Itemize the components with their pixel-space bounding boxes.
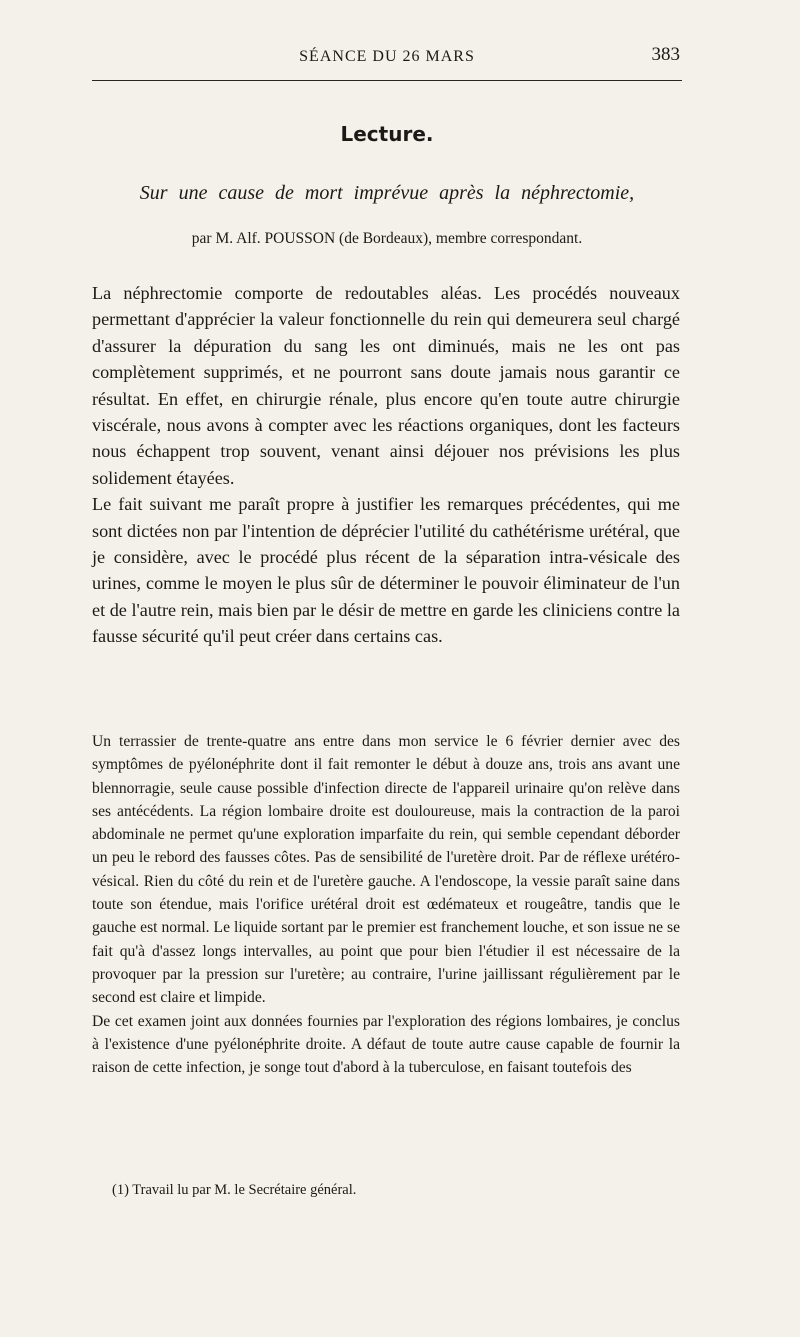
- paragraph: La néphrectomie comporte de redoutables aléas. Les procédés nouveaux permettant d'apprécier la valeur fonctionnelle du rein qui demeurera seul chargé d'assurer la dépuration du sang les ont diminués, mais ne les ont pas complètement supprimés, et ne pourront sans doute jamais nous garantir ce résultat. En effet, en chirurgie rénale, plus encore qu'en toute autre chirurgie viscérale, nous avons à compter avec les réactions organiques, dont les facteurs nous échappent trop souvent, venant ainsi déjouer nos prévisions les plus solidement étayées.: [92, 283, 680, 488]
- header-rule: [92, 80, 682, 81]
- running-head: [92, 44, 682, 72]
- running-head-title: SÉANCE DU 26 MARS: [299, 48, 475, 65]
- page-number: 383: [651, 44, 680, 65]
- main-text: [92, 280, 680, 650]
- paragraph: Le fait suivant me paraît propre à justifier les remarques précédentes, qui me sont dictées non par l'intention de déprécier l'utilité du cathétérisme urétéral, que je considère, avec le procédé plus récent de la séparation intra-vésicale des urines, comme le moyen le plus sûr de déterminer le pouvoir éliminateur de l'un et de l'autre rein, mais bien par le désir de mettre en garde les cliniciens contre la fausse sécurité qu'il peut créer dans certains cas.: [92, 494, 680, 647]
- article-title: Sur une cause de mort imprévue après la néphrectomie,: [139, 182, 635, 204]
- case-report-text: [92, 730, 680, 1079]
- paragraph: De cet examen joint aux données fournies par l'exploration des régions lombaires, je conclus à l'existence d'une pyélonéphrite droite. A défaut de toute autre cause capable de fournir la raison de cette infection, je songe tout d'abord à la tuberculose, en faisant toutefois des: [92, 1012, 680, 1077]
- author-byline: par M. Alf. POUSSON (de Bordeaux), membre correspondant.: [191, 230, 583, 247]
- paragraph: Un terrassier de trente-quatre ans entre dans mon service le 6 février dernier avec des symptômes de pyélonéphrite dont il fait remonter le début à douze ans, trois ans avant une blennorragie, seule cause possible d'infection directe de l'appareil urinaire qu'on relève dans ses antécédents. La région lombaire droite est douloureuse, mais la contraction de la paroi abdominale ne permet qu'une exploration imparfaite du rein, qui semble cependant déborder un peu le rebord des fausses côtes. Pas de sensibilité de l'uretère droit. Par de réflexe urétéro-vésical. Rien du côté du rein et de l'uretère gauche. A l'endoscope, la vessie paraît saine dans toute son étendue, mais l'orifice urétéral droit est œdémateux et rougeâtre, tandis que le gauche est normal. Le liquide sortant par le premier est franchement louche, et son issue ne se fait qu'à d'assez longs intervalles, au point que pour bien l'étudier il est nécessaire de la provoquer par la pression sur l'uretère; au contraire, l'urine jaillissant régulièrement par le second est claire et limpide.: [92, 733, 680, 1007]
- section-heading: Lecture.: [340, 122, 434, 146]
- footnote: (1) Travail lu par M. le Secrétaire général.: [112, 1182, 357, 1198]
